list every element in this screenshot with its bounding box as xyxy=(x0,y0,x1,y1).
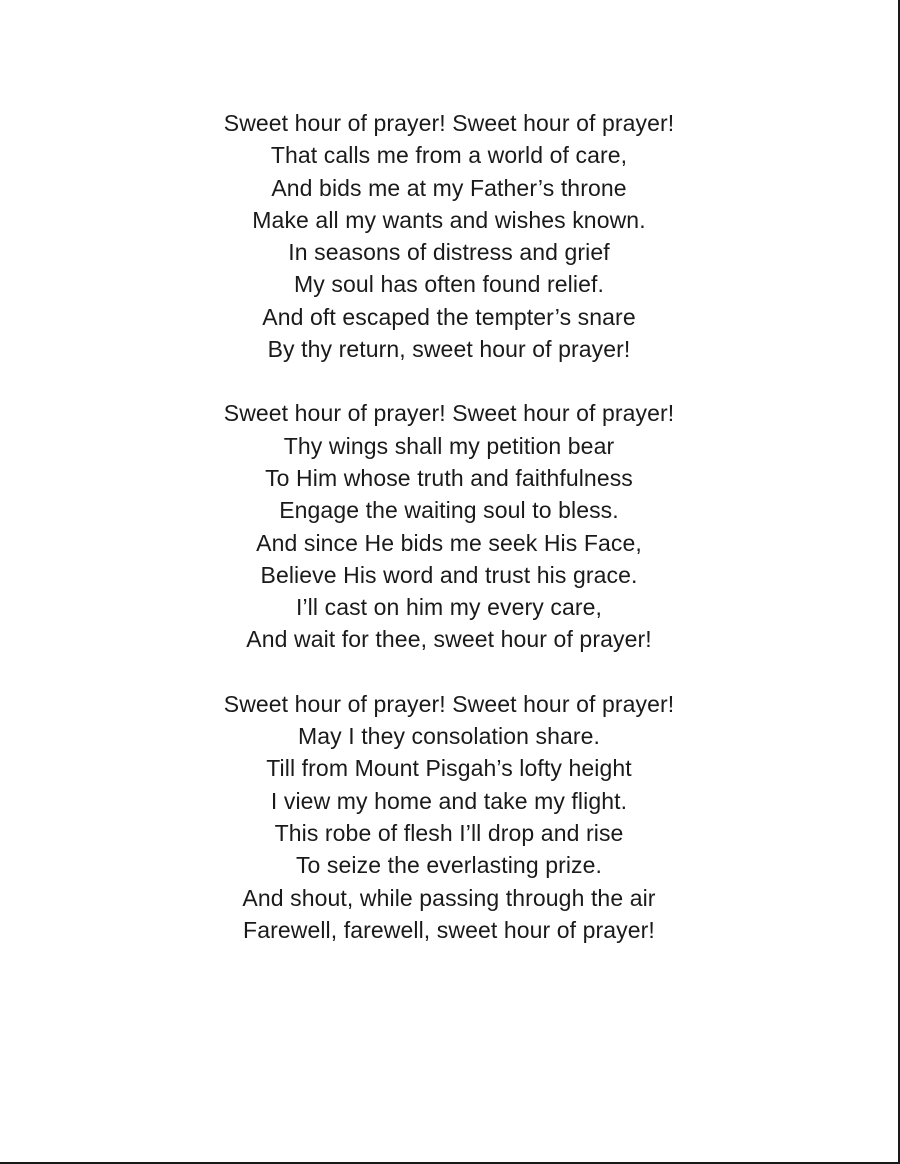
poem xyxy=(0,107,898,978)
stanza-3 xyxy=(0,688,898,946)
stanza-1-line-8: By thy return, sweet hour of prayer! xyxy=(267,336,631,363)
stanza-3-line-8: Farewell, farewell, sweet hour of prayer! xyxy=(243,916,655,943)
stanza-3-line-2: May I they consolation share. xyxy=(297,723,601,750)
stanza-1-line-7: And oft escaped the tempter’s snare xyxy=(262,303,636,330)
stanza-2-line-1: Sweet hour of prayer! Sweet hour of prayer! xyxy=(223,400,675,427)
stanza-2-line-5: And since He bids me seek His Face, xyxy=(256,529,642,556)
stanza-2 xyxy=(0,397,898,655)
stanza-3-line-7: And shout, while passing through the air xyxy=(242,884,656,911)
stanza-3-line-1: Sweet hour of prayer! Sweet hour of prayer! xyxy=(223,690,675,717)
stanza-1 xyxy=(0,107,898,365)
stanza-3-line-3: Till from Mount Pisgah’s lofty height xyxy=(266,755,632,782)
stanza-3-line-6: To seize the everlasting prize. xyxy=(295,852,603,879)
stanza-1-line-2: That calls me from a world of care, xyxy=(270,142,628,169)
stanza-3-line-4: I view my home and take my flight. xyxy=(270,787,628,814)
stanza-1-line-1: Sweet hour of prayer! Sweet hour of prayer! xyxy=(223,110,675,136)
stanza-3-line-5: This robe of flesh I’ll drop and rise xyxy=(274,819,624,846)
stanza-2-line-8: And wait for thee, sweet hour of prayer! xyxy=(246,626,652,653)
stanza-2-line-4: Engage the waiting soul to bless. xyxy=(279,497,619,524)
stanza-1-line-4: Make all my wants and wishes known. xyxy=(252,206,646,233)
stanza-2-line-6: Believe His word and trust his grace. xyxy=(260,561,638,588)
stanza-1-line-3: And bids me at my Father’s throne xyxy=(271,174,627,201)
stanza-2-line-2: Thy wings shall my petition bear xyxy=(283,432,615,459)
stanza-1-line-6: My soul has often found relief. xyxy=(294,271,604,298)
stanza-2-line-7: I’ll cast on him my every care, xyxy=(295,594,603,621)
stanza-1-line-5: In seasons of distress and grief xyxy=(288,239,610,266)
stanza-2-line-3: To Him whose truth and faithfulness xyxy=(265,464,633,491)
